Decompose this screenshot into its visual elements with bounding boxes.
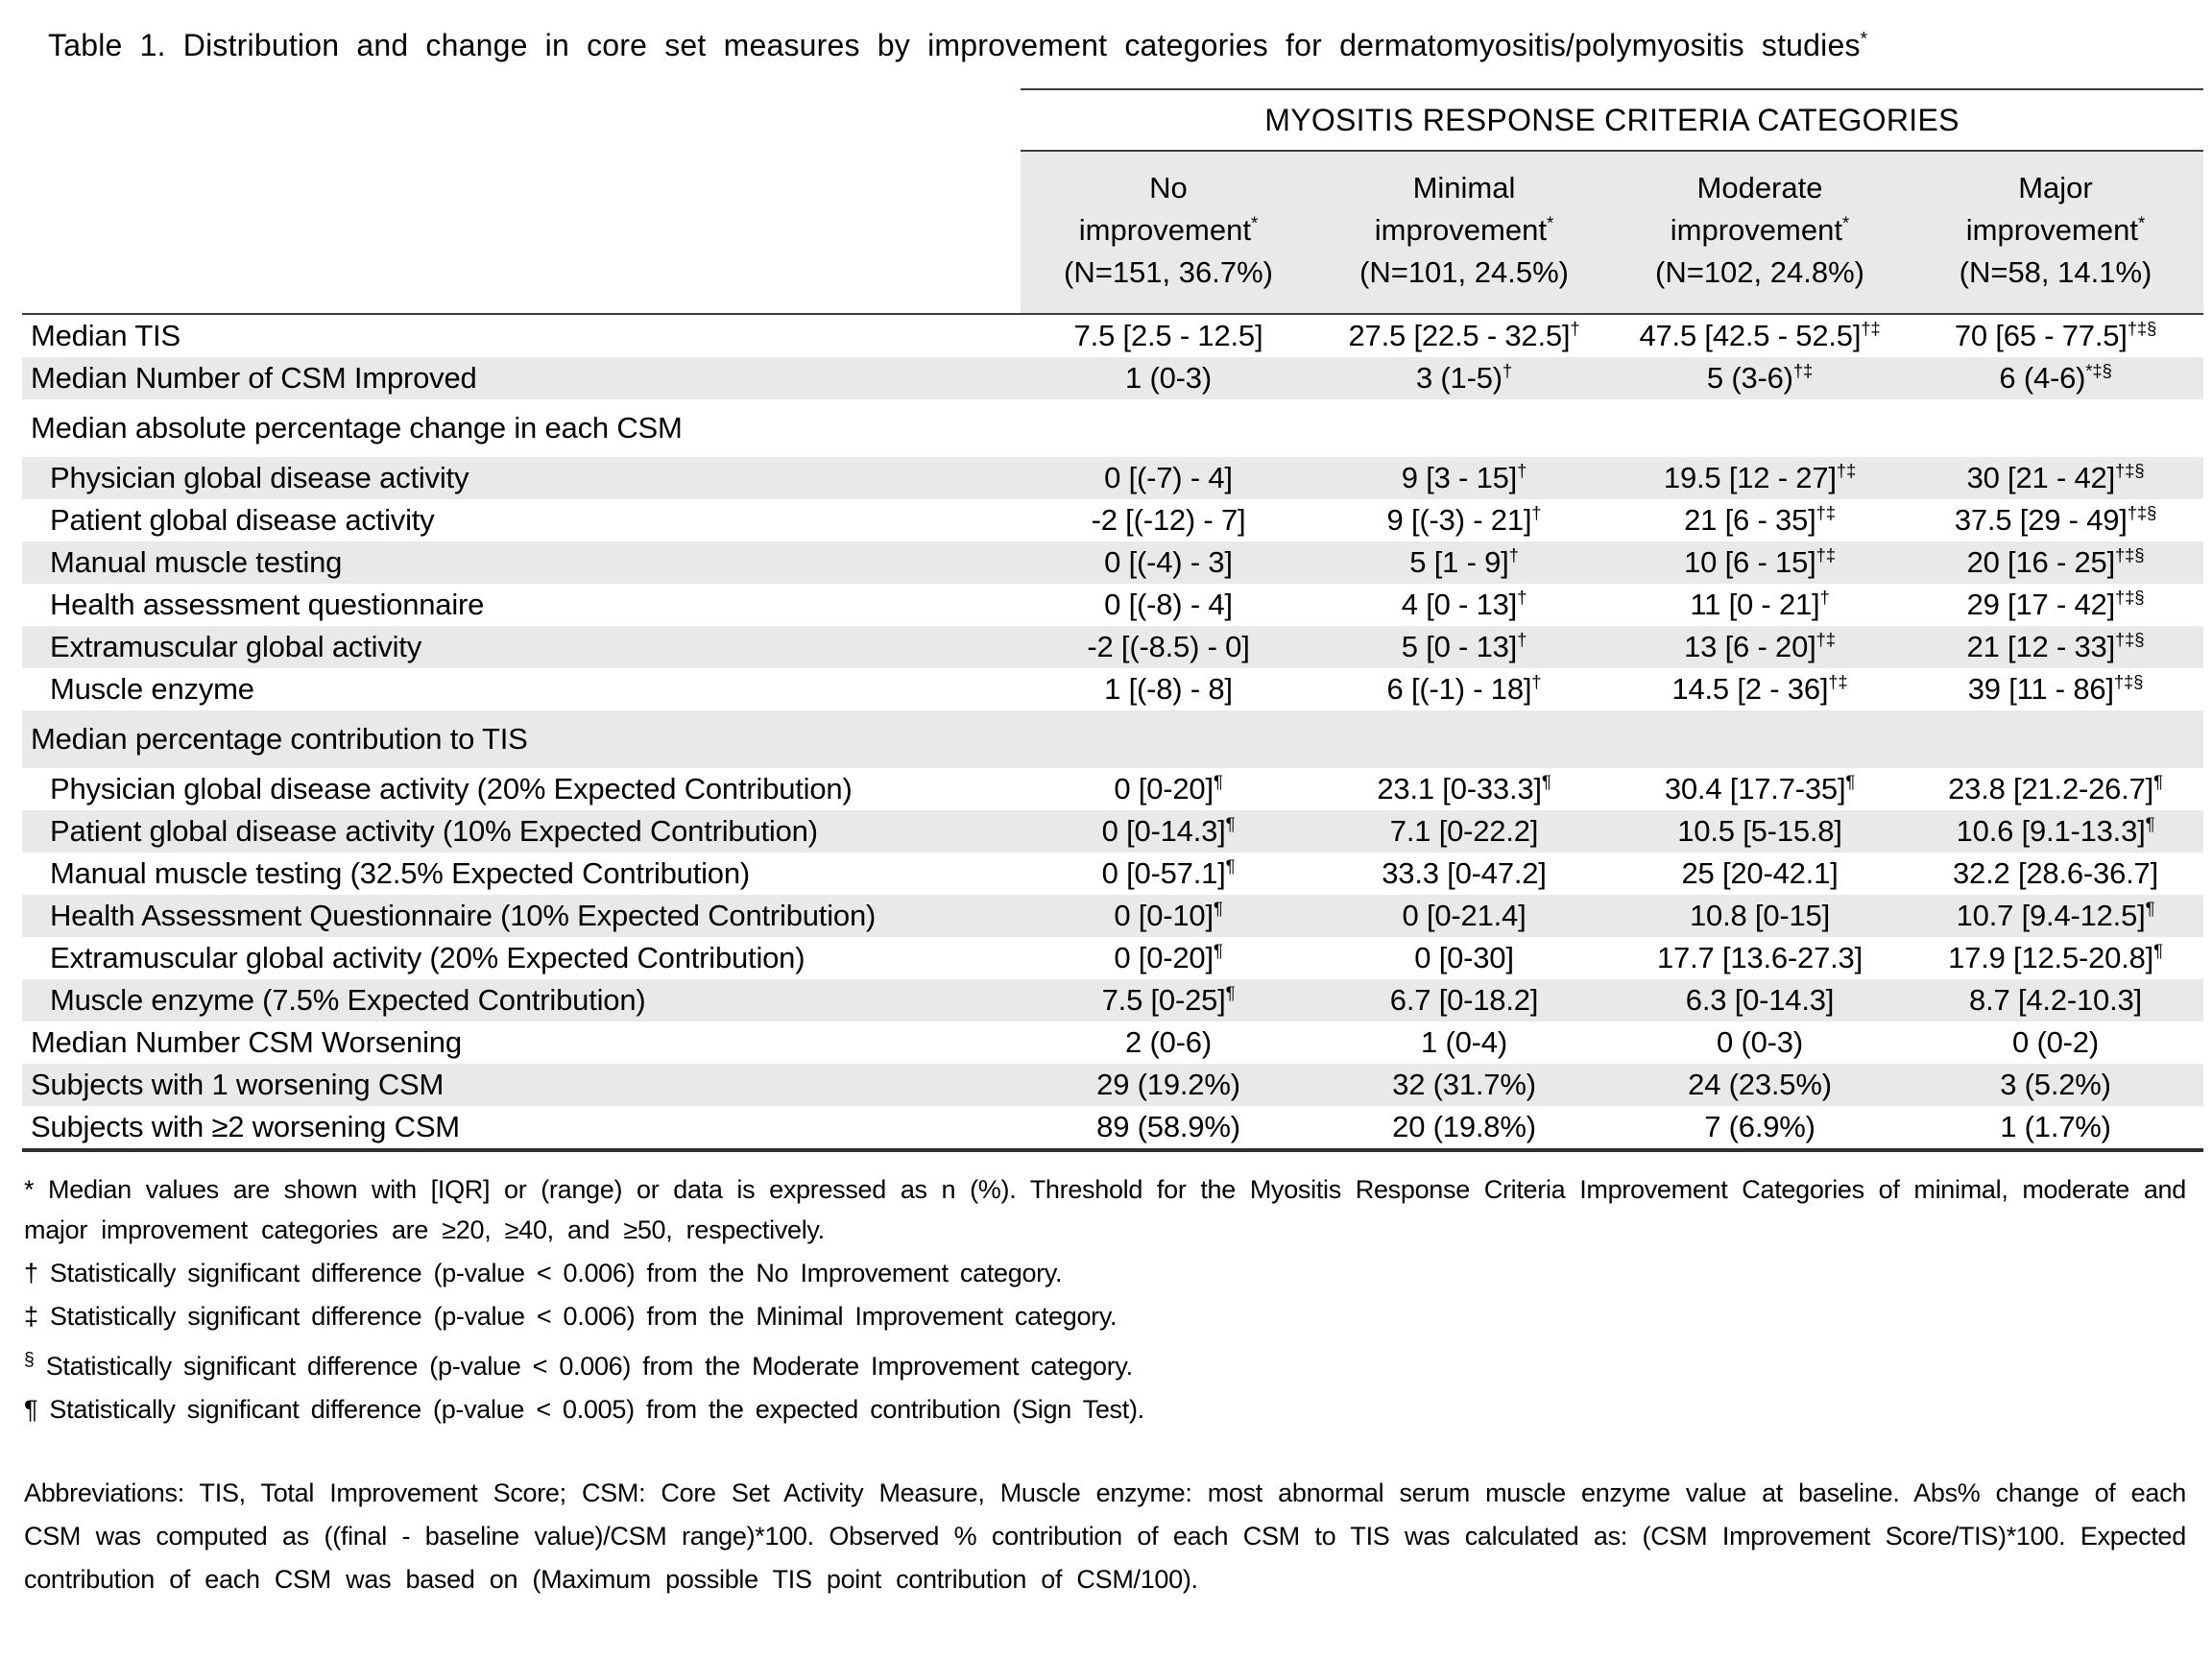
table-cell: 11 [0 - 21]† [1690, 587, 1830, 621]
table-row [22, 895, 2203, 937]
footnote-marker: * [24, 1175, 35, 1204]
table-cell: 3 (5.2%) [2000, 1068, 2111, 1101]
table-cell: 13 [6 - 20]†‡ [1684, 629, 1836, 663]
table-row [22, 979, 2203, 1022]
table-cell: 6 [(-1) - 18]† [1386, 671, 1542, 706]
table-cell: 1 (1.7%) [2000, 1110, 2111, 1143]
table-cell: 4 [0 - 13]† [1401, 587, 1527, 621]
table-cell: 5 [1 - 9]† [1409, 544, 1519, 579]
table-cell: 32 (31.7%) [1392, 1068, 1536, 1101]
table-cell: 3 (1-5)† [1415, 360, 1513, 395]
table-row [22, 1106, 2203, 1148]
table-cell: 1 (0-3) [1125, 361, 1212, 395]
table-row [22, 626, 2203, 668]
table-cell: 20 [16 - 25]†‡§ [1966, 544, 2145, 579]
table-row [22, 768, 2203, 810]
table-cell: 89 (58.9%) [1096, 1110, 1240, 1143]
row-label: Patient global disease activity (10% Expected Contribution) [50, 814, 818, 848]
table-cell: -2 [(-8.5) - 0] [1087, 630, 1250, 663]
table-row [22, 499, 2203, 541]
table-bottom-rule [22, 1148, 2203, 1152]
table-cell: 17.9 [12.5-20.8]¶ [1948, 940, 2163, 974]
table-cell: 0 [0-10]¶ [1114, 898, 1223, 932]
row-label: Median Number CSM Worsening [31, 1025, 462, 1059]
table-cell: 14.5 [2 - 36]†‡ [1671, 671, 1848, 706]
table-body [22, 315, 2203, 1148]
column-header: Moderate improvement* (N=102, 24.8%) [1655, 171, 1864, 289]
row-label: Median Number of CSM Improved [31, 361, 477, 395]
footnote: ‡ Statistically significant difference (p-value < 0.006) from the Minimal Improvement category. [24, 1302, 1118, 1331]
table-cell: 0 [0-30] [1414, 941, 1514, 974]
row-label: Extramuscular global activity (20% Expected Contribution) [50, 941, 805, 974]
table-cell: 8.7 [4.2-10.3] [1969, 983, 2142, 1017]
row-label: Health Assessment Questionnaire (10% Expected Contribution) [50, 899, 877, 932]
table-cell: 30 [21 - 42]†‡§ [1966, 460, 2145, 494]
table-row [22, 1064, 2203, 1106]
row-label: Median percentage contribution to TIS [31, 722, 528, 756]
table-cell: 33.3 [0-47.2] [1382, 856, 1547, 890]
table-row [22, 853, 2203, 895]
footnote-marker: ‡ [24, 1302, 38, 1331]
table-cell: 21 [6 - 35]†‡ [1684, 502, 1836, 537]
row-label: Physician global disease activity (20% Expected Contribution) [50, 772, 853, 805]
table-cell: 10.6 [9.1-13.3]¶ [1956, 813, 2155, 848]
table-row [22, 668, 2203, 710]
table-cell: 37.5 [29 - 49]†‡§ [1954, 502, 2157, 537]
table-cell: 29 (19.2%) [1096, 1068, 1240, 1101]
table-caption [48, 25, 2145, 65]
table-cell: 9 [3 - 15]† [1401, 460, 1527, 494]
row-label: Muscle enzyme [50, 672, 254, 706]
table-row [22, 1022, 2203, 1064]
table-cell: 0 (0-2) [2012, 1025, 2099, 1059]
footnote: ¶ Statistically significant difference (p-value < 0.005) from the expected contribution (Sign Test). [24, 1395, 1144, 1424]
footnote: § Statistically significant difference (p-value < 0.006) from the Moderate Improvement category. [24, 1349, 1133, 1381]
table-cell: 9 [(-3) - 21]† [1386, 502, 1542, 537]
data-table [22, 88, 2203, 1152]
table-row [22, 457, 2203, 499]
row-label: Manual muscle testing [50, 545, 343, 579]
footnote-marker: § [24, 1349, 35, 1370]
table-cell: 7 (6.9%) [1704, 1110, 1815, 1143]
table-cell: 32.2 [28.6-36.7] [1953, 856, 2158, 890]
footnotes-block [24, 1169, 2186, 1430]
table-cell: 1 [(-8) - 8] [1104, 672, 1233, 706]
footnote-marker: ¶ [24, 1395, 38, 1424]
table-cell: 0 (0-3) [1717, 1025, 1803, 1059]
table-cell: 10.7 [9.4-12.5]¶ [1956, 898, 2155, 932]
table-cell: 0 [0-20]¶ [1114, 940, 1223, 974]
table-cell: 1 (0-4) [1421, 1025, 1507, 1059]
column-headers-row [1021, 152, 2203, 313]
table-cell: 70 [65 - 77.5]†‡§ [1954, 318, 2157, 352]
table-cell: 6.3 [0-14.3] [1685, 983, 1835, 1017]
table-cell: 0 [(-8) - 4] [1104, 588, 1233, 621]
table-cell: 10 [6 - 15]†‡ [1684, 544, 1836, 579]
row-label: Subjects with ≥2 worsening CSM [31, 1110, 460, 1143]
table-cell: 7.5 [0-25]¶ [1101, 982, 1236, 1017]
table-cell: 5 [0 - 13]† [1401, 629, 1527, 663]
table-row [22, 937, 2203, 979]
table-cell: 23.1 [0-33.3]¶ [1377, 771, 1551, 805]
table-caption-footnote-marker: * [1860, 29, 1868, 50]
table-cell: 17.7 [13.6-27.3] [1657, 941, 1863, 974]
table-cell: 7.1 [0-22.2] [1389, 814, 1539, 848]
footnote: * Median values are shown with [IQR] or (range) or data is expressed as n (%). Threshold for the Myositis Response Criteria Improvement Categories of minimal, moderate and major improvement categories are ≥20, ≥40, and ≥50, respectively. [24, 1175, 2186, 1244]
row-label: Median absolute percentage change in each CSM [31, 411, 683, 445]
row-label: Extramuscular global activity [50, 630, 422, 663]
table-spanner-header [1021, 88, 2203, 152]
table-cell: 24 (23.5%) [1688, 1068, 1832, 1101]
table-row [22, 357, 2203, 399]
table-cell: 10.5 [5-15.8] [1677, 814, 1842, 848]
spanner-header-text: MYOSITIS RESPONSE CRITERIA CATEGORIES [1264, 102, 1960, 137]
table-cell: 10.8 [0-15] [1689, 899, 1831, 932]
row-label: Muscle enzyme (7.5% Expected Contribution) [50, 983, 646, 1017]
table-cell: 6 (4-6)*‡§ [1999, 360, 2112, 395]
column-header: No improvement* (N=151, 36.7%) [1064, 171, 1273, 289]
table-row [22, 541, 2203, 584]
footnote-marker: † [24, 1259, 38, 1287]
table-cell: 0 [(-4) - 3] [1104, 545, 1233, 579]
table-caption-text: Table 1. Distribution and change in core set measures by improvement categories for dermatomyositis/polymyositis studies [48, 28, 1861, 62]
table-cell: 5 (3-6)†‡ [1706, 360, 1814, 395]
table-cell: 6.7 [0-18.2] [1389, 983, 1539, 1017]
table-row [22, 315, 2203, 357]
table-cell: 23.8 [21.2-26.7]¶ [1948, 771, 2163, 805]
table-row [22, 810, 2203, 853]
abbreviations-paragraph: Abbreviations: TIS, Total Improvement Score; CSM: Core Set Activity Measure, Muscle enzyme: most abnormal serum muscle enzyme value at baseline. Abs% change of each CSM was computed as ((final - baseline value)/CSM range)*100. Observed % contribution of each CSM to TIS was calculated as: (CSM Improvement Score/TIS)*100. Expected contribution of each CSM was based on (Maximum possible TIS point contribution of CSM/100). [24, 1479, 2186, 1594]
row-label: Patient global disease activity [50, 503, 435, 537]
table-cell: 29 [17 - 42]†‡§ [1966, 587, 2145, 621]
table-section-row [22, 710, 2203, 768]
column-header: Major improvement* (N=58, 14.1%) [1959, 171, 2152, 289]
table-cell: 0 [0-20]¶ [1114, 771, 1223, 805]
row-label: Manual muscle testing (32.5% Expected Contribution) [50, 856, 751, 890]
row-label: Physician global disease activity [50, 461, 469, 494]
table-cell: 30.4 [17.7-35]¶ [1664, 771, 1856, 805]
footnote: † Statistically significant difference (p-value < 0.006) from the No Improvement category. [24, 1259, 1063, 1287]
table-cell: 21 [12 - 33]†‡§ [1966, 629, 2145, 663]
table-cell: 25 [20-42.1] [1681, 856, 1839, 890]
table-cell: 20 (19.8%) [1392, 1110, 1536, 1143]
table-cell: 39 [11 - 86]†‡§ [1967, 671, 2144, 706]
table-cell: 27.5 [22.5 - 32.5]† [1348, 318, 1580, 352]
column-header: Minimal improvement* (N=101, 24.5%) [1359, 171, 1569, 289]
table-section-row [22, 399, 2203, 457]
table-cell: -2 [(-12) - 7] [1091, 503, 1246, 537]
table-cell: 2 (0-6) [1125, 1025, 1212, 1059]
table-cell: 19.5 [12 - 27]†‡ [1663, 460, 1857, 494]
table-cell: 7.5 [2.5 - 12.5] [1073, 319, 1263, 352]
row-label: Health assessment questionnaire [50, 588, 485, 621]
table-cell: 47.5 [42.5 - 52.5]†‡ [1639, 318, 1881, 352]
table-cell: 0 [(-7) - 4] [1104, 461, 1233, 494]
table-row [22, 584, 2203, 626]
table-cell: 0 [0-21.4] [1402, 899, 1527, 932]
row-label: Median TIS [31, 319, 180, 352]
table-cell: 0 [0-14.3]¶ [1101, 813, 1236, 848]
table-cell: 0 [0-57.1]¶ [1101, 855, 1236, 890]
row-label: Subjects with 1 worsening CSM [31, 1068, 445, 1101]
